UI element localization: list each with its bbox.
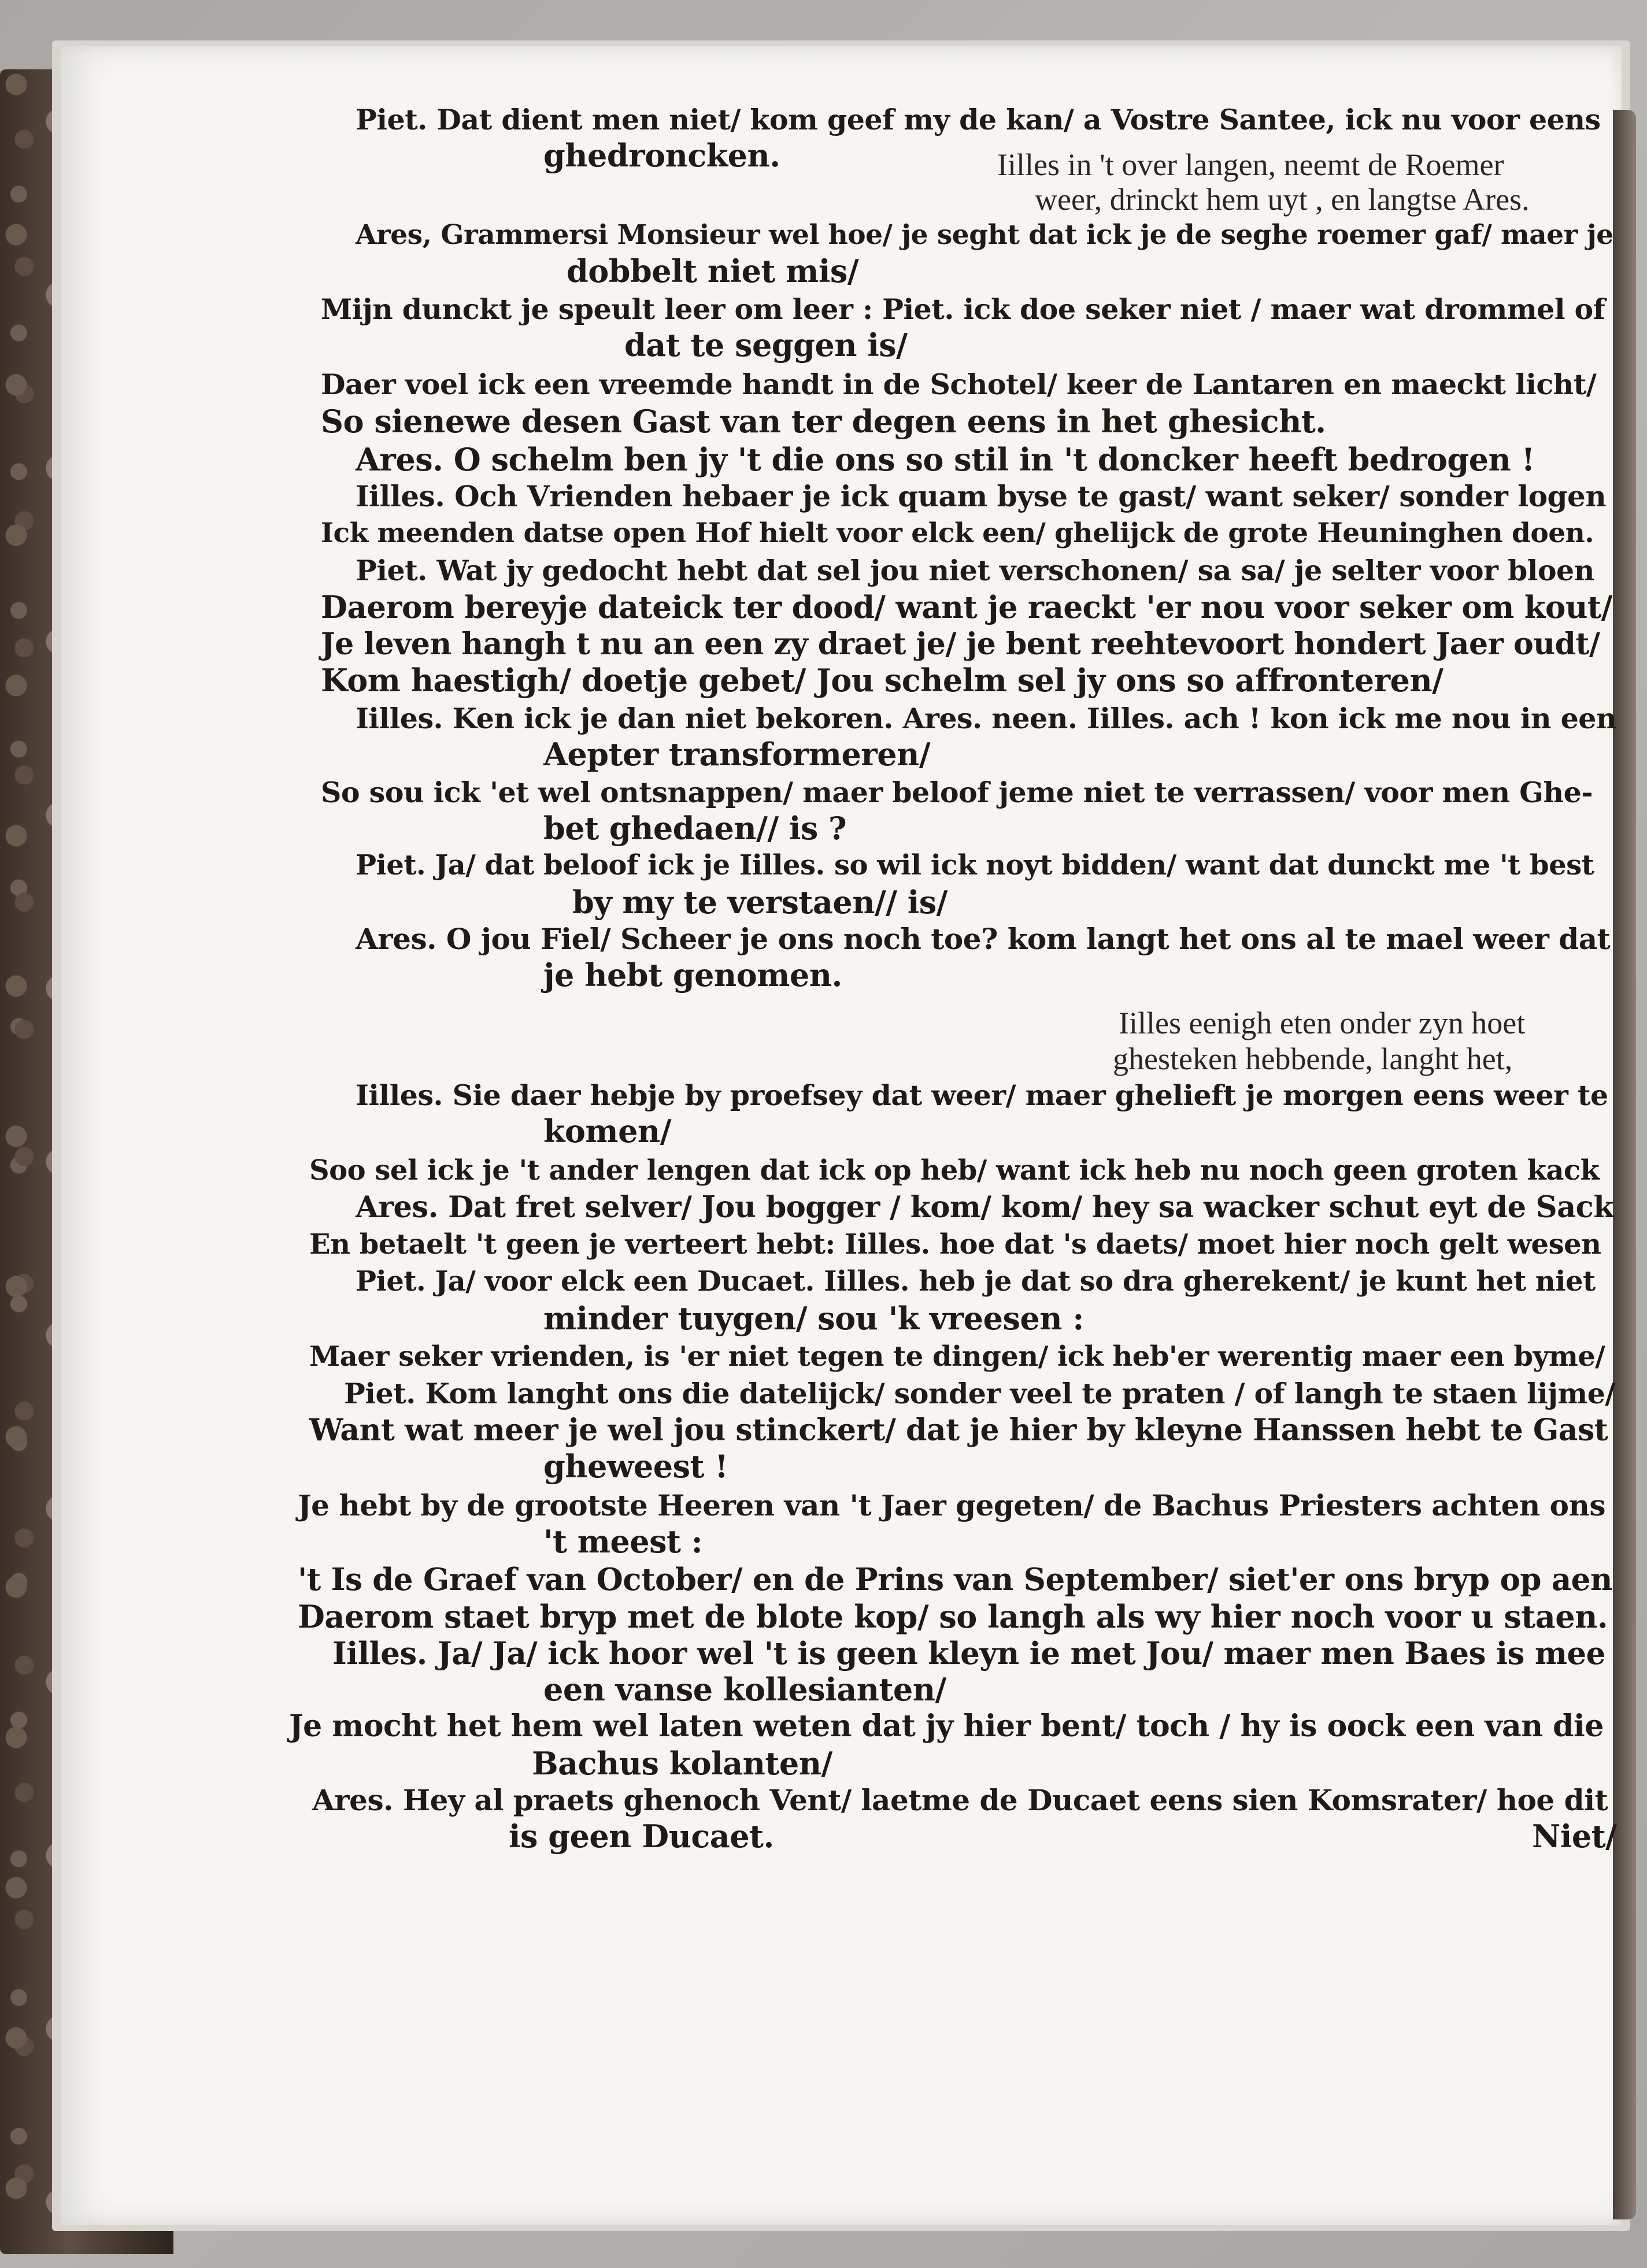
text-line: Bachus kolanten/ <box>532 1745 832 1782</box>
text-line: gheweest ! <box>543 1448 728 1485</box>
text-line: Piet. Ja/ voor elck een Ducaet. Iilles. heb je dat so dra gherekent/ je kunt het niet <box>356 1265 1596 1298</box>
text-line: bet ghedaen// is ? <box>543 810 847 847</box>
stage-direction: ghesteken hebbende, langht het, <box>1113 1042 1513 1076</box>
text-line: Mijn dunckt je speult leer om leer : Piet. ick doe seker niet / maer wat drommel of <box>321 292 1605 326</box>
text-line: So sienewe desen Gast van ter degen eens in het ghesicht. <box>321 403 1326 440</box>
text-line: is geen Ducaet. <box>509 1818 774 1855</box>
text-line: komen/ <box>543 1113 671 1150</box>
text-line: Ares. O jou Fiel/ Scheer je ons noch toe? kom langt het ons al te mael weer dat <box>356 922 1611 956</box>
text-line: 't Is de Graef van October/ en de Prins van September/ siet'er ons bryp op aen <box>298 1562 1612 1598</box>
text-line: by my te verstaen// is/ <box>572 884 948 921</box>
text-line: Iilles. Ja/ Ja/ ick hoor wel 't is geen kleyn ie met Jou/ maer men Baes is mee <box>332 1636 1605 1672</box>
text-line: Ares. Hey al praets ghenoch Vent/ laetme de Ducaet eens sien Komsrater/ hoe dit <box>312 1783 1608 1817</box>
text-line: Piet. Wat jy gedocht hebt dat sel jou niet verschonen/ sa sa/ je selter voor bloen <box>356 554 1594 587</box>
text-line: Kom haestigh/ doetje gebet/ Jou schelm sel jy ons so affronteren/ <box>321 662 1444 699</box>
text-line: En betaelt 't geen je verteert hebt: Iilles. hoe dat 's daets/ moet hier noch gelt wesen <box>309 1228 1601 1261</box>
text-line: Iilles. Sie daer hebje by proefsey dat weer/ maer ghelieft je morgen eens weer te <box>356 1079 1608 1112</box>
text-line: Je mocht het hem wel laten weten dat jy hier bent/ toch / hy is oock een van die <box>289 1709 1604 1744</box>
text-line: Want wat meer je wel jou stinckert/ dat je hier by kleyne Hanssen hebt te Gast <box>309 1413 1608 1448</box>
text-line: Je leven hangh t nu an een zy draet je/ je bent reehtevoort hondert Jaer oudt/ <box>321 627 1600 662</box>
text-line: Daerom staet bryp met de blote kop/ so langh als wy hier noch voor u staen. <box>298 1598 1608 1635</box>
text-line: Ares, Grammersi Monsieur wel hoe/ je seght dat ick je de seghe roemer gaf/ maer je <box>356 219 1613 251</box>
text-line: Daerom bereyje dateick ter dood/ want je raeckt 'er nou voor seker om kout/ <box>321 590 1612 625</box>
right-page-edge <box>1613 110 1636 2219</box>
text-line: ghedroncken. <box>543 137 780 174</box>
stage-direction: Iilles in 't over langen, neemt de Roemer <box>997 147 1504 182</box>
text-line: 't meest : <box>543 1523 703 1560</box>
text-line: Ick meenden datse open Hof hielt voor elck een/ ghelijck de grote Heuninghen doen. <box>321 517 1594 549</box>
text-line: Piet. Dat dient men niet/ kom geef my de kan/ a Vostre Santee, ick nu voor eens <box>356 103 1601 136</box>
stage-direction: Iilles eenigh eten onder zyn hoet <box>1119 1006 1526 1040</box>
text-line: Piet. Ja/ dat beloof ick je Iilles. so wil ick noyt bidden/ want dat dunckt me 't best <box>356 849 1594 881</box>
text-line: Aepter transformeren/ <box>543 736 931 773</box>
text-line: een vanse kollesianten/ <box>543 1671 946 1708</box>
text-line: dobbelt niet mis/ <box>567 253 859 290</box>
text-line: Daer voel ick een vreemde handt in de Schotel/ keer de Lantaren en maeckt licht/ <box>321 368 1597 401</box>
text-line: Piet. Kom langht ons die datelijck/ sonder veel te praten / of langh te staen lijme/ <box>344 1377 1615 1410</box>
text-line: dat te seggen is/ <box>624 327 908 364</box>
text-line: Maer seker vrienden, is 'er niet tegen te dingen/ ick heb'er werentig maer een byme/ <box>309 1340 1605 1373</box>
text-line: Je hebt by de grootste Heeren van 't Jaer gegeten/ de Bachus Priesters achten ons <box>298 1488 1606 1522</box>
catchword: Niet/ <box>1532 1818 1617 1855</box>
text-line: Ares. Dat fret selver/ Jou bogger / kom/ kom/ hey sa wacker schut eyt de Sack <box>356 1190 1614 1225</box>
text-line: Iilles. Och Vrienden hebaer je ick quam byse te gast/ want seker/ sonder logen <box>356 479 1607 513</box>
stage-direction: weer, drinckt hem uyt , en langtse Ares. <box>1035 182 1530 217</box>
text-line: je hebt genomen. <box>543 957 842 994</box>
text-line: So sou ick 'et wel ontsnappen/ maer beloof jeme niet te verrassen/ voor men Ghe- <box>321 776 1593 809</box>
text-line: minder tuygen/ sou 'k vreesen : <box>543 1300 1084 1337</box>
text-line: Iilles. Ken ick je dan niet bekoren. Ares. neen. Iilles. ach ! kon ick me nou in een <box>356 702 1617 735</box>
text-line: Ares. O schelm ben jy 't die ons so stil in 't doncker heeft bedrogen ! <box>356 441 1535 478</box>
text-line: Soo sel ick je 't ander lengen dat ick op heb/ want ick heb nu noch geen groten kack <box>309 1154 1600 1187</box>
